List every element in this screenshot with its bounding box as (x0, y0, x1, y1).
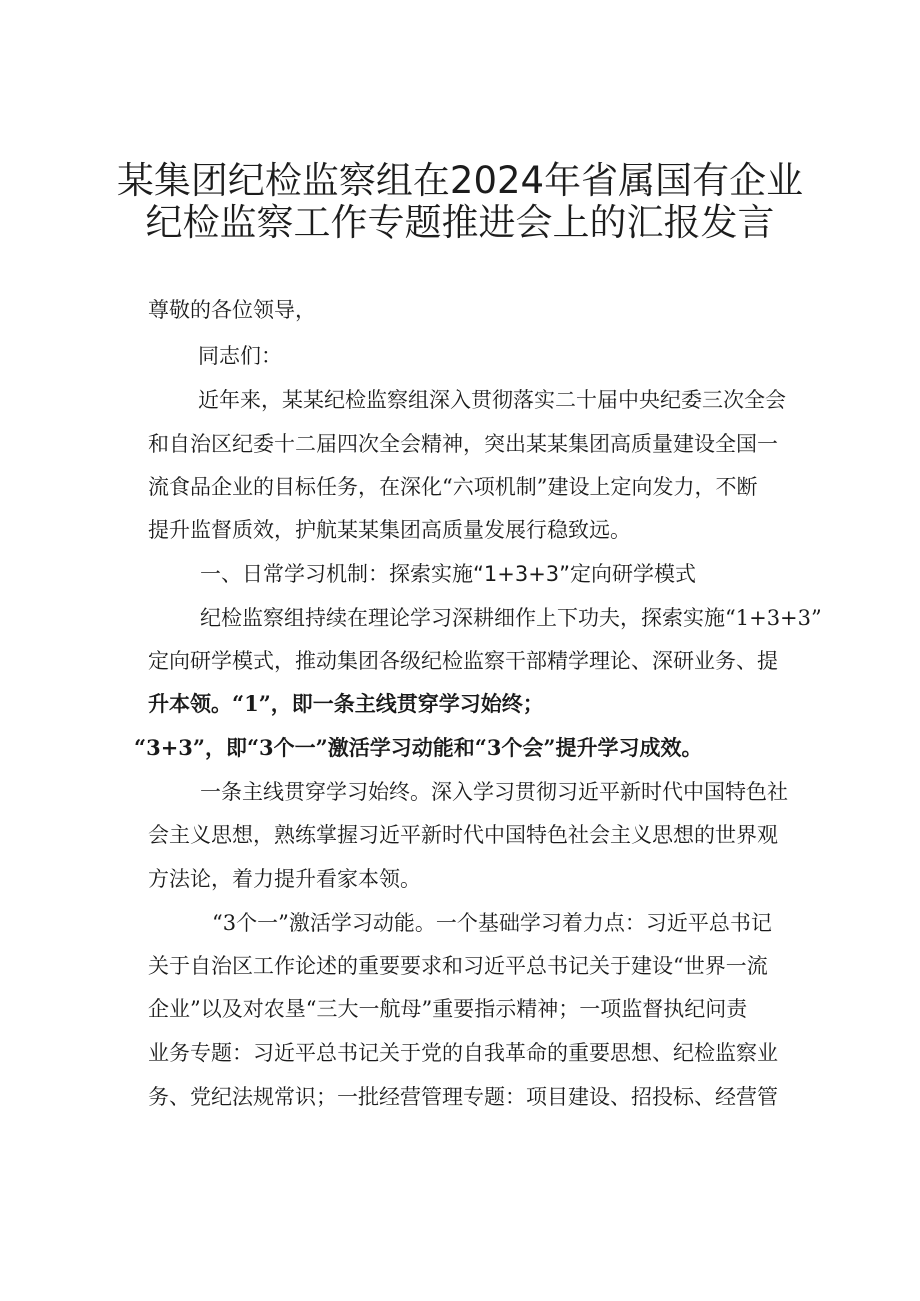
section-1-para-3-line-3: 企业”以及对农垦“三大一航母”重要指示精神；一项监督执纪问责 (148, 997, 748, 1021)
section-1-para-2-line-1: 一条主线贯穿学习始终。深入学习贯彻习近平新时代中国特色社 (200, 780, 788, 804)
section-1-para-2-line-2: 会主义思想，熟练掌握习近平新时代中国特色社会主义思想的世界观 (148, 823, 778, 847)
section-1-para-1-line-3: 升本领。“1”，即一条主线贯穿学习始终； (148, 691, 544, 716)
intro-line-4: 提升监督质效，护航某某集团高质量发展行稳致远。 (148, 518, 631, 542)
section-1-para-1-line-4: “3+3”，即“3个一”激活学习动能和“3个会”提升学习成效。 (134, 735, 703, 760)
document-title-line-1: 某集团纪检监察组在2024年省属国有企业 (116, 159, 804, 202)
section-1-para-3-line-2: 关于自治区工作论述的重要要求和习近平总书记关于建设“世界一流 (148, 954, 768, 978)
section-1-para-2-line-3: 方法论，着力提升看家本领。 (148, 867, 421, 891)
salutation: 尊敬的各位领导， (148, 298, 316, 322)
section-1-para-1-line-2: 定向研学模式，推动集团各级纪检监察干部精学理论、深研业务、提 (148, 649, 778, 673)
intro-line-3: 流食品企业的目标任务，在深化“六项机制”建设上定向发力，不断 (148, 475, 758, 499)
section-1-para-3-line-4: 业务专题：习近平总书记关于党的自我革命的重要思想、纪检监察业 (148, 1041, 778, 1065)
section-1-para-1-line-1: 纪检监察组持续在理论学习深耕细作上下功夫，探索实施“1+3+3” (200, 606, 822, 630)
section-1-heading: 一、日常学习机制：探索实施“1+3+3”定向研学模式 (200, 562, 697, 586)
intro-line-1: 近年来，某某纪检监察组深入贯彻落实二十届中央纪委三次全会 (198, 388, 786, 412)
section-1-para-3-line-1: “3个一”激活学习动能。一个基础学习着力点：习近平总书记 (212, 911, 772, 935)
document-title-line-2: 纪检监察工作专题推进会上的汇报发言 (145, 201, 775, 244)
intro-line-2: 和自治区纪委十二届四次全会精神，突出某某集团高质量建设全国一 (148, 432, 778, 456)
section-1-para-3-line-5: 务、党纪法规常识；一批经营管理专题：项目建设、招投标、经营管 (148, 1085, 778, 1109)
greeting: 同志们： (198, 344, 282, 368)
